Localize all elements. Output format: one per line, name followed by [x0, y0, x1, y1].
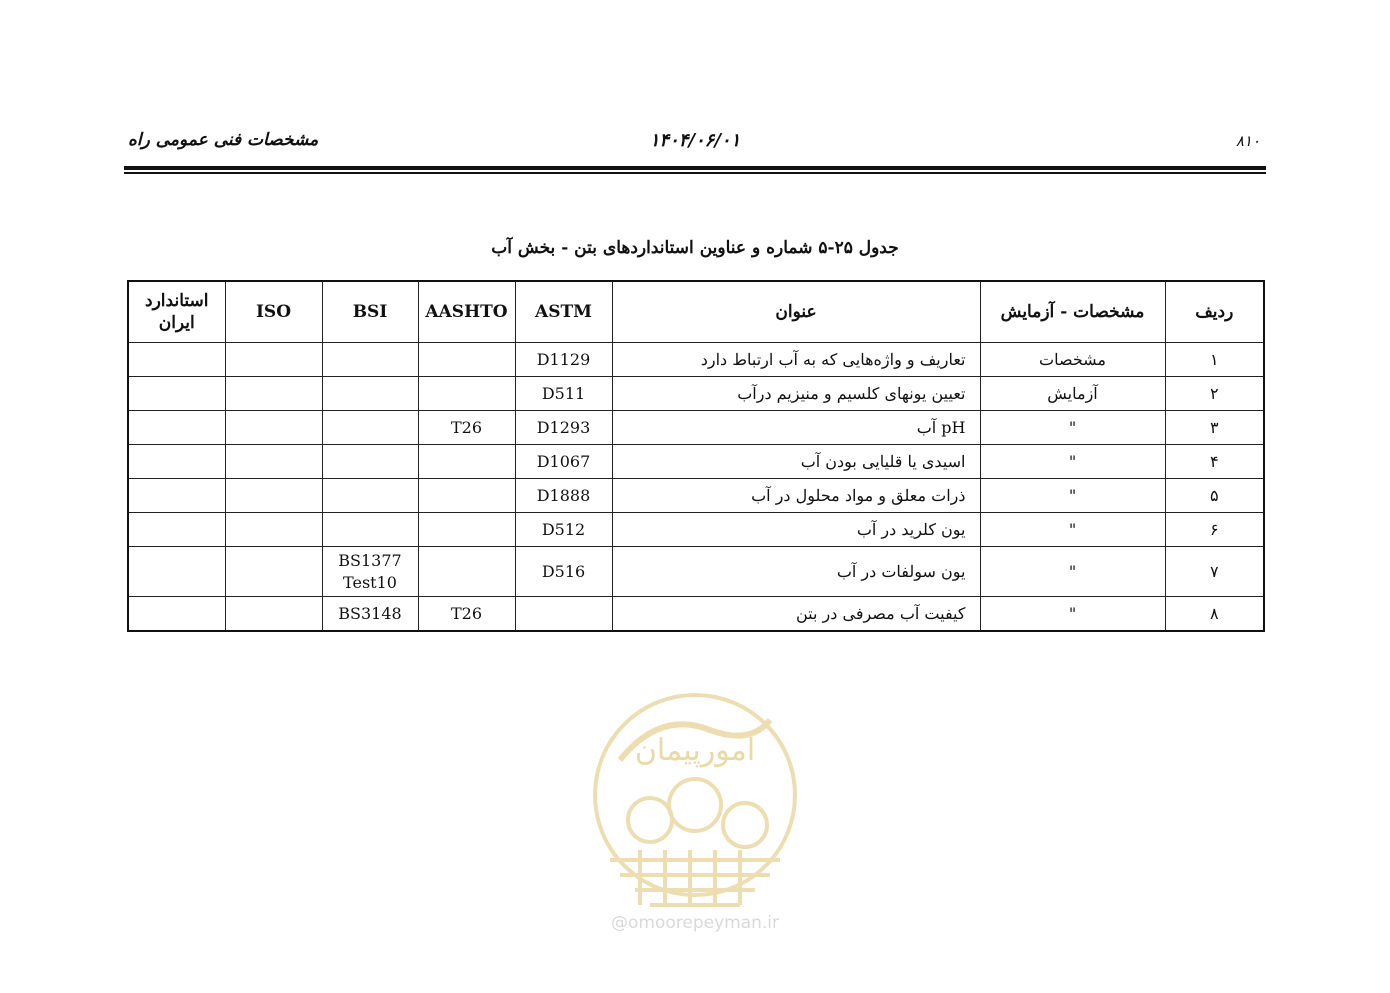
- cell-bsi: [322, 377, 418, 411]
- header-rule-thick: [124, 166, 1266, 170]
- cell-bsi: [322, 547, 418, 597]
- cell-spec: آزمایش: [980, 377, 1165, 411]
- cell-row: ۱: [1165, 343, 1264, 377]
- cell-iso: [225, 513, 322, 547]
- header-aashto: AASHTO: [418, 281, 515, 343]
- table-row: [128, 597, 1264, 632]
- cell-spec: ": [980, 547, 1165, 597]
- cell-iran: [128, 597, 225, 632]
- cell-aashto: [418, 445, 515, 479]
- cell-spec: ": [980, 411, 1165, 445]
- cell-spec: ": [980, 513, 1165, 547]
- cell-iso: [225, 479, 322, 513]
- watermark-logo: [580, 690, 810, 940]
- cell-title: یون کلرید در آب: [612, 513, 980, 547]
- cell-bsi: BS3148: [322, 597, 418, 632]
- table-row: [128, 377, 1264, 411]
- cell-row: ۵: [1165, 479, 1264, 513]
- cell-aashto: [418, 343, 515, 377]
- cell-iso: [225, 343, 322, 377]
- cell-title: ذرات معلق و مواد محلول در آب: [612, 479, 980, 513]
- document-title: مشخصات فنی عمومی راه: [128, 130, 319, 150]
- cell-iran: [128, 547, 225, 597]
- cell-astm: D511: [515, 377, 612, 411]
- cell-bsi: [322, 343, 418, 377]
- cell-title: تعیین یونهای کلسیم و منیزیم درآب: [612, 377, 980, 411]
- table-row: [128, 547, 1264, 597]
- cell-iso: [225, 411, 322, 445]
- cell-iran: [128, 479, 225, 513]
- cell-astm: D1293: [515, 411, 612, 445]
- cell-aashto: T26: [418, 597, 515, 632]
- cell-iran: [128, 411, 225, 445]
- header-spec-test: مشخصات - آزمایش: [980, 281, 1165, 343]
- cell-iran: [128, 445, 225, 479]
- cell-astm: D1129: [515, 343, 612, 377]
- cell-astm: D516: [515, 547, 612, 597]
- cell-bsi-line1: BS1377: [338, 550, 402, 570]
- cell-astm: D1888: [515, 479, 612, 513]
- cell-iso: [225, 597, 322, 632]
- cell-row: ۳: [1165, 411, 1264, 445]
- cell-bsi-line2: Test10: [343, 572, 397, 592]
- cell-bsi: [322, 445, 418, 479]
- cell-spec: ": [980, 597, 1165, 632]
- cell-iran: [128, 343, 225, 377]
- table-row: [128, 343, 1264, 377]
- cell-title: تعاریف و واژه‌هایی که به آب ارتباط دارد: [612, 343, 980, 377]
- cell-astm: D512: [515, 513, 612, 547]
- cell-astm: D1067: [515, 445, 612, 479]
- document-date: ۱۴۰۴/۰۶/۰۱: [649, 130, 741, 151]
- header-row-number: ردیف: [1165, 281, 1264, 343]
- cell-iran: [128, 513, 225, 547]
- cell-aashto: [418, 377, 515, 411]
- cell-spec: ": [980, 479, 1165, 513]
- cell-aashto: [418, 513, 515, 547]
- cell-title: کیفیت آب مصرفی در بتن: [612, 597, 980, 632]
- cell-iso: [225, 547, 322, 597]
- cell-aashto: T26: [418, 411, 515, 445]
- header-title: عنوان: [612, 281, 980, 343]
- cell-row: ۷: [1165, 547, 1264, 597]
- table-row: [128, 445, 1264, 479]
- header-astm: ASTM: [515, 281, 612, 343]
- table-row: [128, 411, 1264, 445]
- cell-title: اسیدی یا قلیایی بودن آب: [612, 445, 980, 479]
- table-row: [128, 513, 1264, 547]
- cell-aashto: [418, 547, 515, 597]
- cell-row: ۴: [1165, 445, 1264, 479]
- header-rule-thin: [124, 172, 1266, 174]
- page-number: ۸۱۰: [1235, 132, 1260, 150]
- cell-bsi: [322, 479, 418, 513]
- cell-aashto: [418, 479, 515, 513]
- cell-spec: مشخصات: [980, 343, 1165, 377]
- cell-row: ۸: [1165, 597, 1264, 632]
- cell-spec: ": [980, 445, 1165, 479]
- cell-title: pH آب: [612, 411, 980, 445]
- page-header: [124, 128, 1266, 158]
- header-iran-standard: استاندارد ایران: [128, 281, 225, 343]
- table-row: [128, 479, 1264, 513]
- standards-table: [127, 280, 1265, 632]
- cell-row: ۲: [1165, 377, 1264, 411]
- cell-iso: [225, 445, 322, 479]
- watermark-logo-text: امورپیمان: [634, 733, 756, 768]
- table-caption: جدول ۲۵-۵ شماره و عناوین استانداردهای بتن - بخش آب: [491, 238, 899, 258]
- watermark-text: @omoorepeyman.ir: [610, 913, 780, 933]
- cell-title: یون سولفات در آب: [612, 547, 980, 597]
- cell-iran: [128, 377, 225, 411]
- header-iso: ISO: [225, 281, 322, 343]
- table-header-row: [128, 281, 1264, 343]
- header-bsi: BSI: [322, 281, 418, 343]
- cell-row: ۶: [1165, 513, 1264, 547]
- cell-bsi: [322, 411, 418, 445]
- cell-astm: [515, 597, 612, 632]
- cell-bsi: [322, 513, 418, 547]
- cell-iso: [225, 377, 322, 411]
